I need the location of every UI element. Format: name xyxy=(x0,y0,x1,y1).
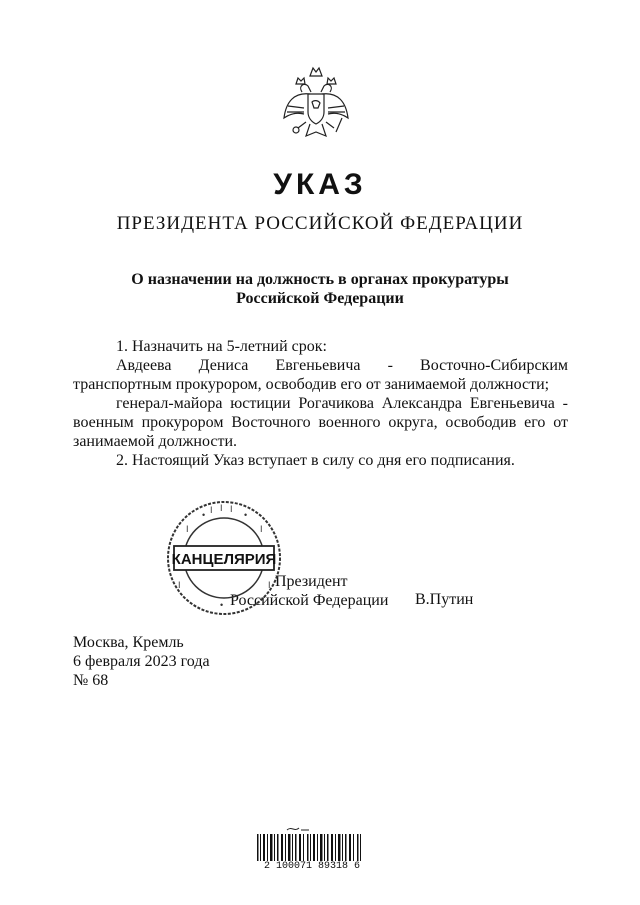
signatory-title-line: Российской Федерации xyxy=(230,592,389,609)
body-paragraph: Авдеева Дениса Евгеньевича - Восточно-Сибирским транспортным прокурором, освободив его от занимаемой должности; xyxy=(73,357,568,393)
russian-coat-of-arms-icon xyxy=(280,62,352,146)
svg-text:•: • xyxy=(220,600,224,610)
signatory-name: В.Путин xyxy=(415,591,474,608)
place-location: Москва, Кремль xyxy=(73,634,184,651)
decree-date: 6 февраля 2023 года xyxy=(73,653,210,670)
decree-title-line: Российской Федерации xyxy=(236,290,404,307)
barcode-digits: 2 100071 89318 6 xyxy=(253,861,371,872)
svg-text:I: I xyxy=(268,580,271,590)
svg-text:I: I xyxy=(178,580,181,590)
svg-text:I: I xyxy=(220,503,223,513)
svg-text:I: I xyxy=(260,524,263,534)
body-paragraph: генерал-майора юстиции Рогачикова Александра Евгеньевича - военным прокурором Восточного военного округа, освободив его от занимаемой должности. xyxy=(73,395,568,450)
body-paragraph: 2. Настоящий Указ вступает в силу со дня его подписания. xyxy=(116,452,515,469)
svg-text:КАНЦЕЛЯРИЯ: КАНЦЕЛЯРИЯ xyxy=(171,551,277,568)
svg-text:I: I xyxy=(230,504,233,514)
document-type-heading: УКАЗ xyxy=(273,168,367,201)
decree-title-line: О назначении на должность в органах прокуратуры xyxy=(131,271,509,288)
svg-text:I: I xyxy=(210,505,213,515)
place-and-date xyxy=(73,633,210,690)
issuer-heading: ПРЕЗИДЕНТА РОССИЙСКОЙ ФЕДЕРАЦИИ xyxy=(116,213,524,234)
svg-text:•: • xyxy=(244,510,248,520)
signatory-title-line: Президент xyxy=(275,573,348,590)
body-paragraph: 1. Назначить на 5-летний срок: xyxy=(116,338,327,355)
svg-text:•: • xyxy=(202,510,206,520)
decree-title xyxy=(0,270,640,308)
decree-body xyxy=(73,337,568,470)
chancellery-stamp xyxy=(164,498,284,618)
decree-number: № 68 xyxy=(73,672,109,689)
svg-text:I: I xyxy=(186,524,189,534)
